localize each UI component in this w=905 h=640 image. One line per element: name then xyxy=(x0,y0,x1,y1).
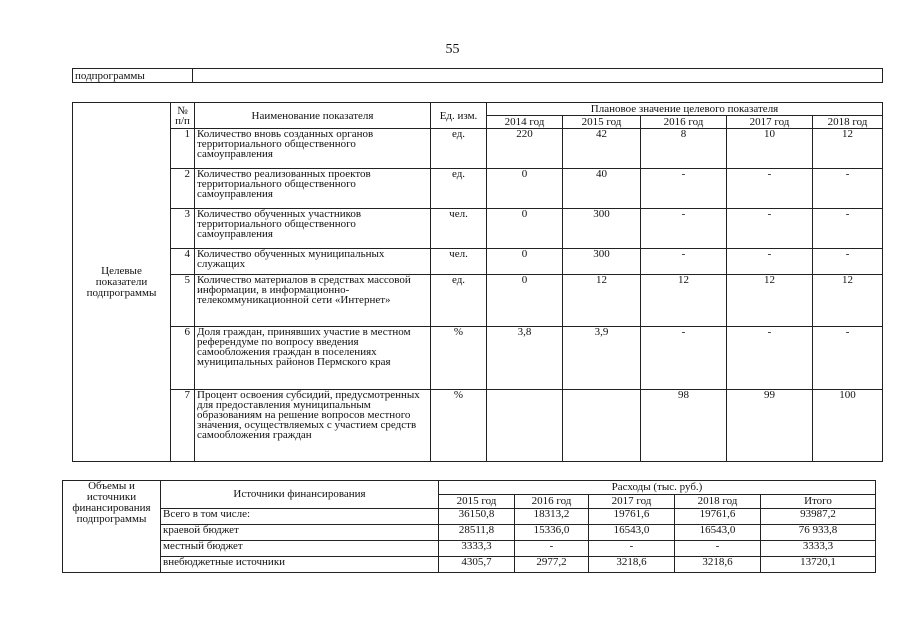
row-value: - xyxy=(727,327,813,390)
row-value: 12 xyxy=(813,275,883,327)
row-value: 220 xyxy=(487,129,563,169)
row-value: - xyxy=(813,327,883,390)
row-value: 0 xyxy=(487,209,563,249)
row-num: 7 xyxy=(171,390,195,462)
row-value: 300 xyxy=(563,249,641,275)
financing-table xyxy=(62,480,876,573)
row-value: 12 xyxy=(641,275,727,327)
table-row xyxy=(63,541,876,557)
col-header-total: Итого xyxy=(761,495,876,509)
row-value: 3,9 xyxy=(563,327,641,390)
table-row xyxy=(63,557,876,573)
row-unit: ед. xyxy=(431,169,487,209)
row-num: 4 xyxy=(171,249,195,275)
col-header-year: 2016 год xyxy=(641,116,727,129)
row-value: 12 xyxy=(563,275,641,327)
row-unit: ед. xyxy=(431,129,487,169)
row-value: 16543,0 xyxy=(675,525,761,541)
row-unit: чел. xyxy=(431,209,487,249)
target-indicators-table xyxy=(72,102,883,462)
row-source: Всего в том числе: xyxy=(161,509,439,525)
row-name: Количество обученных участников территориального общественного самоуправления xyxy=(195,209,431,249)
table-header-row xyxy=(63,481,876,495)
row-value: 8 xyxy=(641,129,727,169)
row-value: 15336,0 xyxy=(515,525,589,541)
subprogram-value xyxy=(193,69,883,83)
row-value: - xyxy=(641,249,727,275)
row-value xyxy=(487,390,563,462)
row-value: 93987,2 xyxy=(761,509,876,525)
row-value: - xyxy=(515,541,589,557)
col-header-year: 2018 год xyxy=(675,495,761,509)
table-row xyxy=(73,327,883,390)
row-value: 76 933,8 xyxy=(761,525,876,541)
col-header-planned: Плановое значение целевого показателя xyxy=(487,103,883,116)
row-value: - xyxy=(641,327,727,390)
table-row xyxy=(73,69,883,83)
col-header-year: 2014 год xyxy=(487,116,563,129)
col-header-year: 2016 год xyxy=(515,495,589,509)
page-number: 55 xyxy=(445,42,460,57)
table-row xyxy=(73,275,883,327)
row-value: 3333,3 xyxy=(761,541,876,557)
col-header-year: 2018 год xyxy=(813,116,883,129)
row-name: Количество обученных муниципальных служащих xyxy=(195,249,431,275)
row-value: 42 xyxy=(563,129,641,169)
row-name: Процент освоения субсидий, предусмотренных для предоставления муниципальным образованиям на решение вопросов местного значения, осуществляемых с участием средств самообложения граждан xyxy=(195,390,431,462)
row-value: 10 xyxy=(727,129,813,169)
row-value: 12 xyxy=(813,129,883,169)
row-value: - xyxy=(589,541,675,557)
indicators-left-label: Целевые показатели подпрограммы xyxy=(73,103,171,462)
row-num: 5 xyxy=(171,275,195,327)
row-num: 3 xyxy=(171,209,195,249)
table-row xyxy=(63,509,876,525)
table-row xyxy=(73,209,883,249)
row-value: 16543,0 xyxy=(589,525,675,541)
row-value: - xyxy=(641,169,727,209)
row-value: 99 xyxy=(727,390,813,462)
col-header-num: № п/п xyxy=(171,103,195,129)
row-value: 300 xyxy=(563,209,641,249)
row-value: 13720,1 xyxy=(761,557,876,573)
col-header-source: Источники финансирования xyxy=(161,481,439,509)
table-row xyxy=(73,129,883,169)
row-unit: чел. xyxy=(431,249,487,275)
row-value: 3218,6 xyxy=(589,557,675,573)
row-value: - xyxy=(727,209,813,249)
row-value: - xyxy=(727,169,813,209)
table-row xyxy=(73,390,883,462)
col-header-name: Наименование показателя xyxy=(195,103,431,129)
row-unit: ед. xyxy=(431,275,487,327)
row-name: Количество реализованных проектов территориального общественного самоуправления xyxy=(195,169,431,209)
row-value: 18313,2 xyxy=(515,509,589,525)
row-value: 40 xyxy=(563,169,641,209)
row-name: Количество вновь созданных органов территориального общественного самоуправления xyxy=(195,129,431,169)
row-value: 19761,6 xyxy=(675,509,761,525)
row-source: местный бюджет xyxy=(161,541,439,557)
row-name: Доля граждан, принявших участие в местном референдуме по вопросу введения самообложения граждан в поселениях муниципальных районов Пермского края xyxy=(195,327,431,390)
row-num: 6 xyxy=(171,327,195,390)
subprogram-label: подпрограммы xyxy=(73,69,193,83)
row-value: - xyxy=(813,169,883,209)
row-value: - xyxy=(813,249,883,275)
row-value: 36150,8 xyxy=(439,509,515,525)
financing-left-label: Объемы и источники финансирования подпрограммы xyxy=(63,481,161,573)
row-source: краевой бюджет xyxy=(161,525,439,541)
table-row xyxy=(73,169,883,209)
row-value: 3333,3 xyxy=(439,541,515,557)
row-value: 4305,7 xyxy=(439,557,515,573)
row-unit: % xyxy=(431,390,487,462)
row-value xyxy=(563,390,641,462)
table-header-row xyxy=(73,103,883,116)
col-header-year: 2015 год xyxy=(563,116,641,129)
row-value: 0 xyxy=(487,169,563,209)
table-row xyxy=(63,525,876,541)
col-header-year: 2015 год xyxy=(439,495,515,509)
row-value: 3218,6 xyxy=(675,557,761,573)
subprogram-top-table xyxy=(72,68,883,83)
col-header-year: 2017 год xyxy=(727,116,813,129)
row-source: внебюджетные источники xyxy=(161,557,439,573)
row-value: 100 xyxy=(813,390,883,462)
row-value: 2977,2 xyxy=(515,557,589,573)
table-row xyxy=(73,249,883,275)
row-value: 19761,6 xyxy=(589,509,675,525)
col-header-expenses: Расходы (тыс. руб.) xyxy=(439,481,876,495)
row-value: 3,8 xyxy=(487,327,563,390)
col-header-year: 2017 год xyxy=(589,495,675,509)
row-num: 1 xyxy=(171,129,195,169)
row-value: 0 xyxy=(487,275,563,327)
row-value: 0 xyxy=(487,249,563,275)
row-value: 98 xyxy=(641,390,727,462)
row-value: - xyxy=(641,209,727,249)
row-name: Количество материалов в средствах массовой информации, в информационно-телекоммуникационной сети «Интернет» xyxy=(195,275,431,327)
row-value: - xyxy=(675,541,761,557)
row-value: 12 xyxy=(727,275,813,327)
row-value: - xyxy=(813,209,883,249)
row-num: 2 xyxy=(171,169,195,209)
row-value: - xyxy=(727,249,813,275)
row-unit: % xyxy=(431,327,487,390)
row-value: 28511,8 xyxy=(439,525,515,541)
col-header-unit: Ед. изм. xyxy=(431,103,487,129)
